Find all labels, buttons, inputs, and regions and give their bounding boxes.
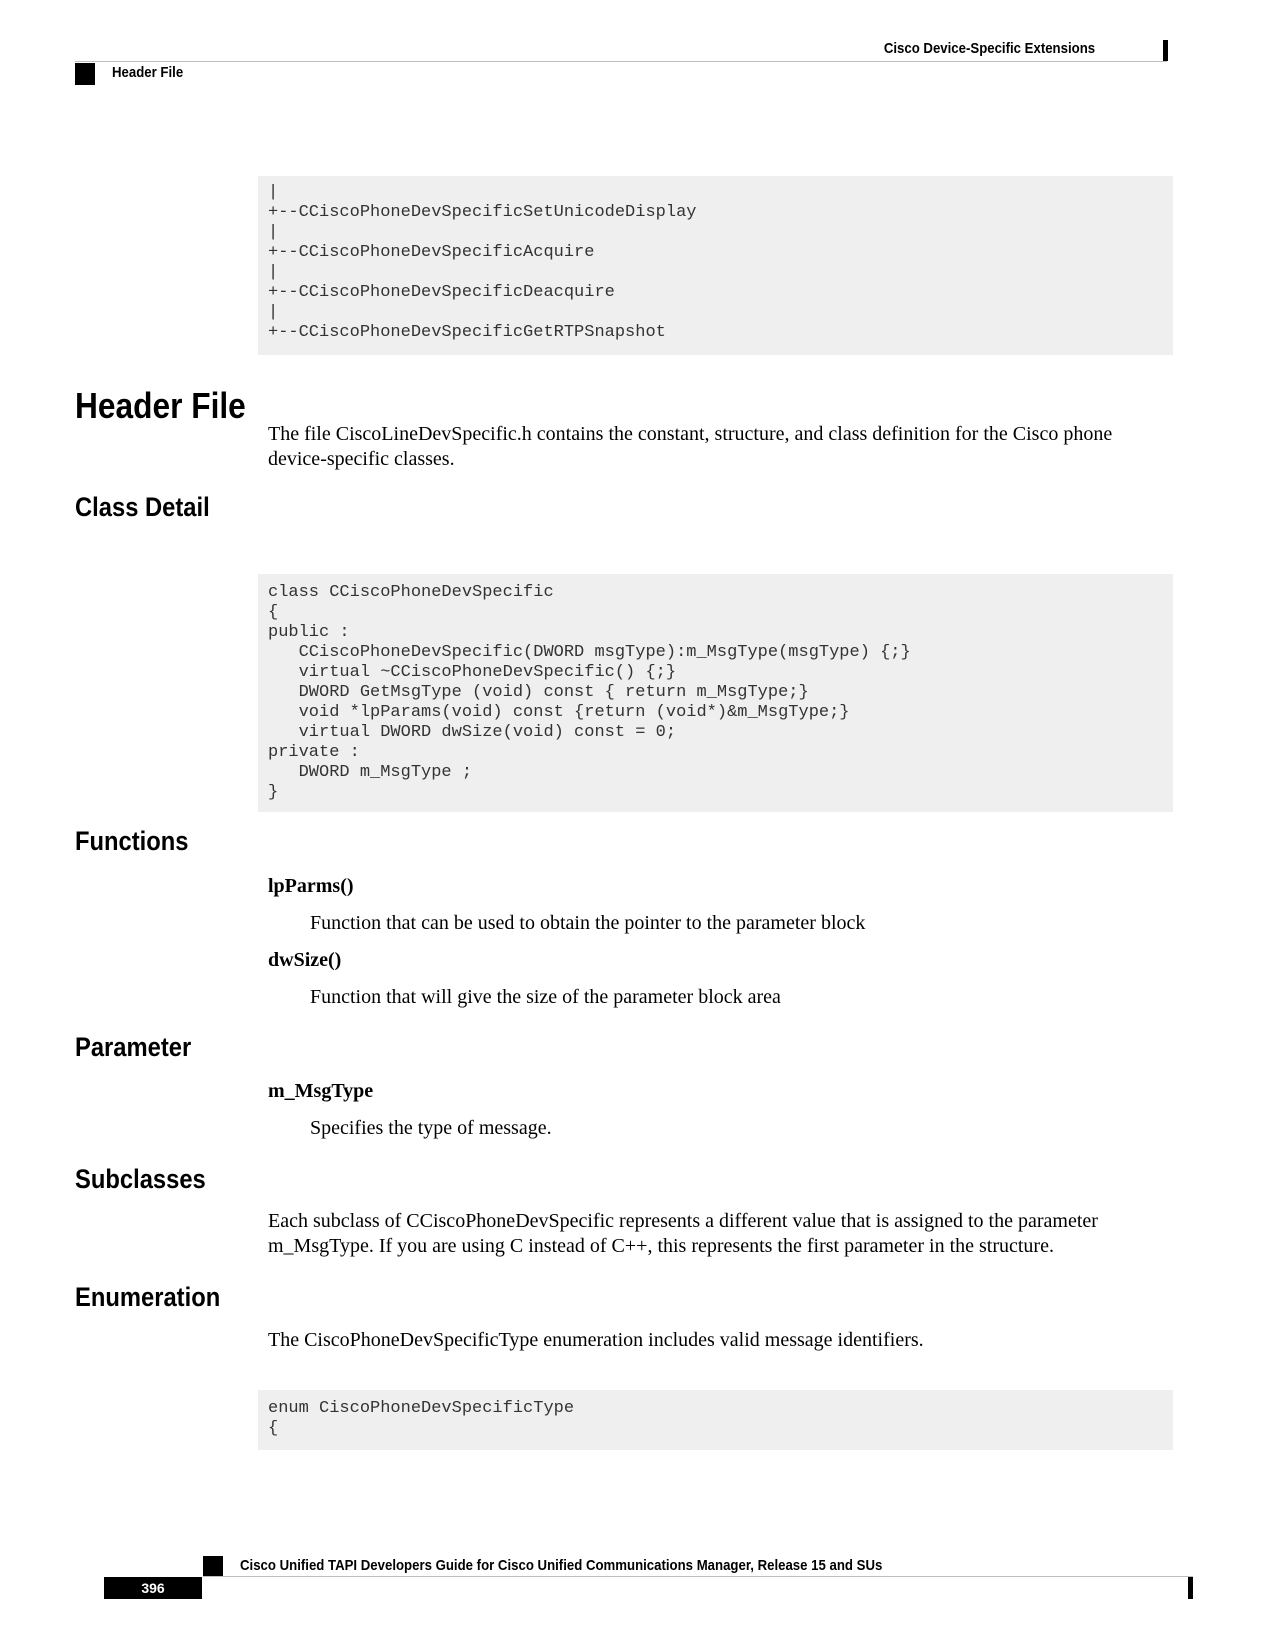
footer-bar-mark <box>1188 1577 1193 1599</box>
page-number: 396 <box>104 1577 202 1599</box>
enumeration-text: The CiscoPhoneDevSpecificType enumeration includes valid message identifiers. <box>268 1329 924 1351</box>
header-bar-mark <box>1163 40 1168 61</box>
footer-rule <box>203 1576 1193 1577</box>
enumeration-code: enum CiscoPhoneDevSpecificType { <box>258 1390 1173 1450</box>
header-box-mark <box>75 63 95 85</box>
enumeration-heading: Enumeration <box>75 1282 221 1312</box>
running-header-section: Header File <box>112 64 184 81</box>
header-rule <box>75 61 1167 62</box>
function-term-dwsize: dwSize() <box>268 949 342 971</box>
parameter-term: m_MsgType <box>268 1080 374 1102</box>
footer-box-mark <box>203 1556 223 1576</box>
header-file-text: The file CiscoLineDevSpecific.h contains the constant, structure, and class definition for the Cisco phone device-specific classes. <box>268 423 1113 470</box>
parameter-desc: Specifies the type of message. <box>310 1117 552 1139</box>
subclasses-text: Each subclass of CCiscoPhoneDevSpecific represents a different value that is assigned to the parameter m_MsgType. If you are using C instead of C++, this represents the first parameter in the structure. <box>268 1210 1098 1257</box>
class-hierarchy-code: | +--CCiscoPhoneDevSpecificSetUnicodeDisplay | +--CCiscoPhoneDevSpecificAcquire | +--CCiscoPhoneDevSpecificDeacquire | +--CCiscoPhoneDevSpecificGetRTPSnapshot <box>258 176 1173 355</box>
parameter-heading: Parameter <box>75 1032 192 1062</box>
footer-book-title: Cisco Unified TAPI Developers Guide for Cisco Unified Communications Manager, Release 15 and SUs <box>240 1557 883 1574</box>
function-desc-dwsize: Function that will give the size of the parameter block area <box>310 986 781 1008</box>
running-header-chapter: Cisco Device-Specific Extensions <box>883 40 1095 57</box>
class-detail-heading: Class Detail <box>75 492 210 522</box>
function-desc-lpparms: Function that can be used to obtain the pointer to the parameter block <box>310 912 866 934</box>
header-file-heading: Header File <box>75 385 246 426</box>
functions-heading: Functions <box>75 826 189 856</box>
class-detail-code: class CCiscoPhoneDevSpecific { public : CCiscoPhoneDevSpecific(DWORD msgType):m_MsgType(msgType) {;} virtual ~CCiscoPhoneDevSpecific() {;} DWORD GetMsgType (void) const { return m_MsgType;} void *lpParams(void) const {return (void*)&m_MsgType;} virtual DWORD dwSize(void) const = 0; private : DWORD m_MsgType ; } <box>258 574 1173 812</box>
subclasses-heading: Subclasses <box>75 1164 206 1194</box>
function-term-lpparms: lpParms() <box>268 875 354 897</box>
